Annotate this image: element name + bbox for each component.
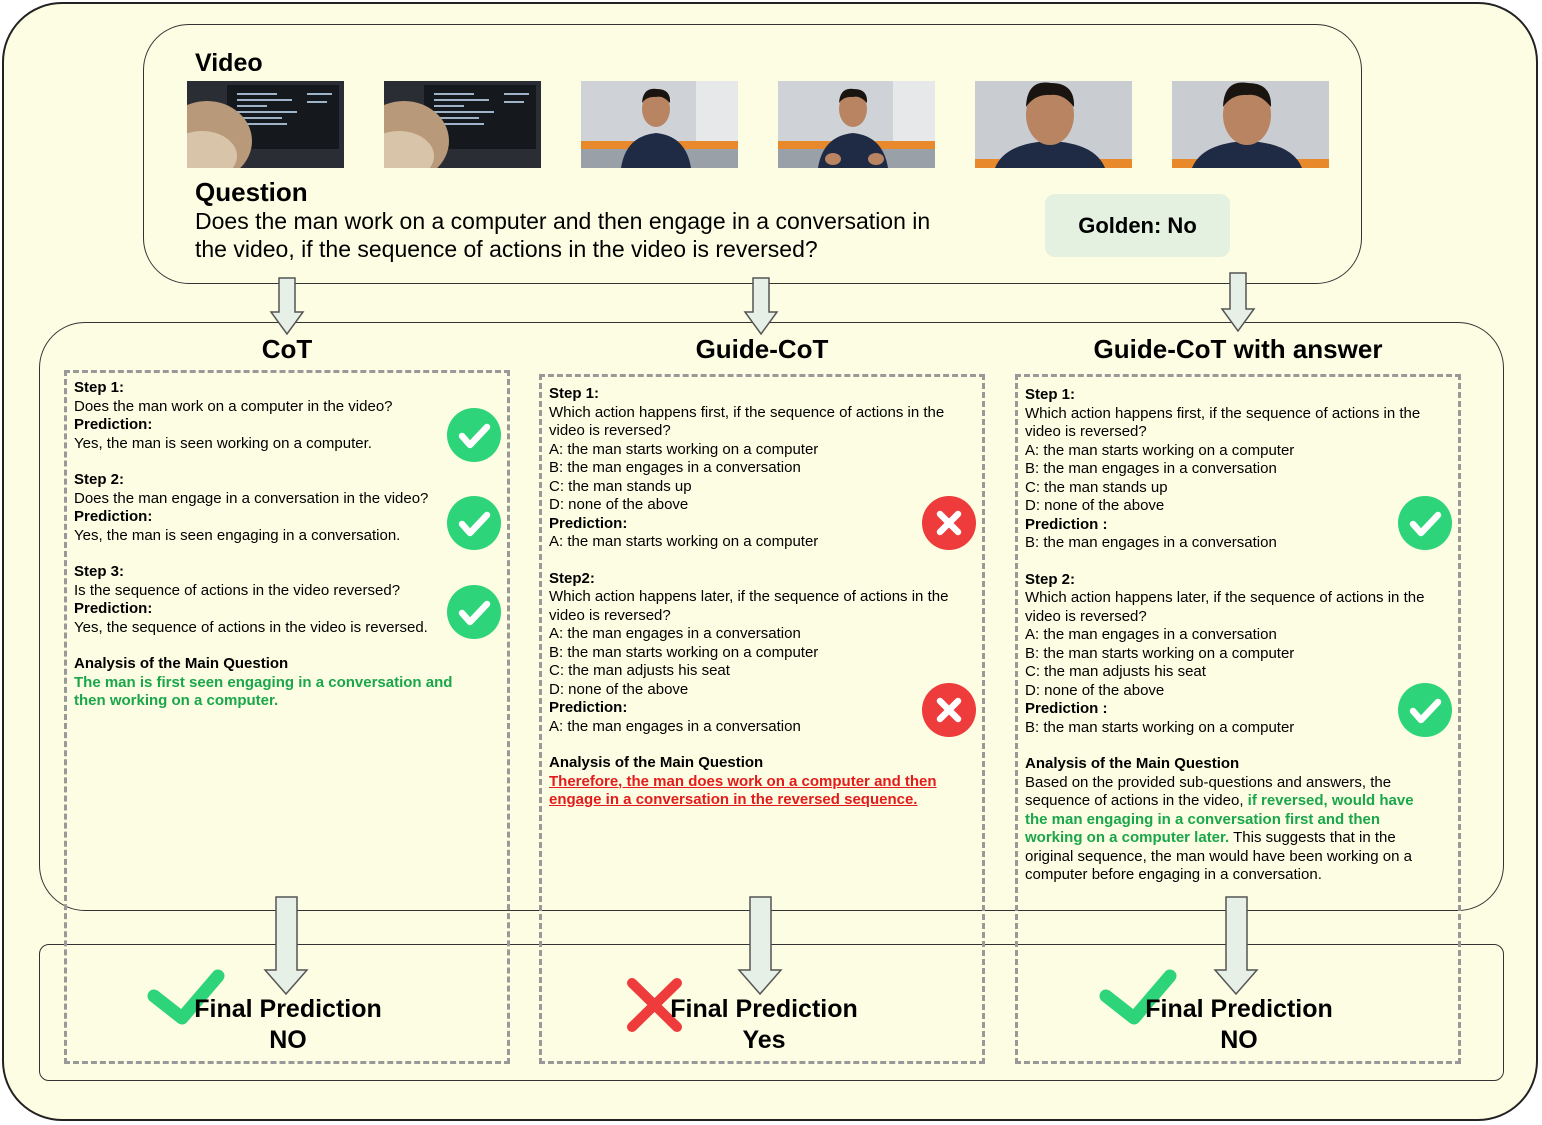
guide-cot-steps (549, 385, 974, 810)
step-line: Step 3: (74, 563, 125, 580)
guide-cot-answer-title: Guide-CoT with answer (1093, 334, 1383, 364)
step-line: Which action happens later, if the sequence of actions in the (549, 588, 949, 605)
step-line: engage in a conversation in the reversed sequence. (549, 791, 918, 808)
video-heading: Video (195, 49, 263, 77)
step-line: Which action happens first, if the sequence of actions in the (1025, 404, 1421, 422)
golden-answer-badge: Golden: No (1045, 194, 1230, 257)
step-line: Prediction: (549, 699, 628, 716)
step-line: C: the man stands up (1025, 478, 1168, 496)
step-line: Is the sequence of actions in the video reversed? (74, 581, 401, 599)
guide-cot-answer-steps (1025, 386, 1450, 885)
step-line: computer before engaging in a conversation. (1025, 866, 1322, 883)
step-line: C: the man adjusts his seat (549, 662, 730, 679)
step-line: Step 1: (74, 379, 125, 396)
down-arrow-icon (739, 897, 781, 994)
final-prediction-value: Yes (742, 1026, 786, 1054)
final-prediction-label: Final Prediction (670, 995, 858, 1023)
step-line: A: the man starts working on a computer (1025, 441, 1295, 459)
question-heading: Question (195, 177, 308, 207)
step-line: Step 2: (1025, 570, 1076, 588)
step-line: Does the man work on a computer in the video? (74, 397, 393, 415)
text-segment: sequence of actions in the video, (1025, 792, 1248, 809)
step-line: Step 1: (1025, 386, 1076, 403)
step-line: Therefore, the man does work on a computer and then (549, 772, 937, 790)
step-line: D: none of the above (549, 680, 689, 698)
final-prediction-value: NO (269, 1026, 307, 1054)
step-line: Analysis of the Main Question (74, 655, 289, 672)
step-line: D: none of the above (1025, 497, 1165, 514)
step-line: Step 1: (549, 385, 600, 402)
step-line: Analysis of the Main Question (1025, 755, 1240, 772)
step-line: A: the man starts working on a computer (549, 533, 819, 550)
step-line: Yes, the man is seen engaging in a conversation. (74, 526, 401, 544)
step-line: video is reversed? (1025, 607, 1147, 625)
step-line: D: none of the above (549, 496, 689, 513)
final-prediction-value: NO (1220, 1026, 1258, 1054)
step-line: Prediction: (549, 514, 628, 532)
step-line: then working on a computer. (74, 692, 279, 709)
step-line: B: the man starts working on a computer (1025, 644, 1295, 662)
step-line: Prediction : (1025, 515, 1108, 533)
question-text: Does the man work on a computer and then engage in a conversation in the video, if the sequence of actions in the video is reversed? (195, 208, 931, 262)
step-line: B: the man engages in a conversation (549, 459, 801, 476)
down-arrow-icon (745, 278, 777, 334)
step-line: original sequence, the man would have been working on a (1025, 847, 1412, 865)
step-line: B: the man starts working on a computer (549, 643, 819, 661)
cot-steps (74, 379, 494, 711)
spacer (74, 453, 494, 471)
step-line: Prediction: (74, 600, 153, 617)
step-line: C: the man adjusts his seat (1025, 663, 1206, 680)
step-line: the man engaging in a conversation first and then (1025, 810, 1381, 828)
step-line: A: the man engages in a conversation (549, 717, 801, 735)
step-line: Yes, the man is seen working on a computer. (74, 434, 372, 452)
spacer (549, 736, 974, 754)
down-arrow-icon (265, 897, 307, 994)
spacer (74, 637, 494, 655)
step-line: C: the man stands up (549, 477, 692, 495)
step-line (1025, 829, 1450, 848)
step-line: A: the man starts working on a computer (549, 440, 819, 458)
step-line: Step 2: (74, 471, 125, 488)
guide-cot-answer-final-prediction (1121, 994, 1357, 1056)
step-line (1025, 792, 1450, 811)
step-line: Which action happens later, if the sequence of actions in the (1025, 589, 1425, 606)
step-line: Based on the provided sub-questions and answers, the (1025, 773, 1392, 791)
down-arrow-icon (1222, 273, 1254, 331)
step-line: Prediction : (1025, 700, 1108, 717)
step-line: B: the man engages in a conversation (1025, 534, 1277, 551)
down-arrow-icon (271, 278, 303, 334)
down-arrow-icon (1215, 897, 1257, 994)
cot-final-prediction (170, 994, 406, 1056)
spacer (1025, 737, 1450, 755)
step-line: video is reversed? (549, 606, 671, 624)
step-line: Analysis of the Main Question (549, 754, 764, 771)
step-line: Step2: (549, 569, 595, 587)
final-prediction-label: Final Prediction (194, 995, 382, 1023)
cot-title: CoT (261, 334, 313, 364)
spacer (1025, 553, 1450, 571)
text-segment: if reversed, would have (1247, 792, 1414, 809)
text-segment: This suggests that in the (1229, 829, 1396, 846)
step-line: Prediction: (74, 508, 153, 525)
step-line: Yes, the sequence of actions in the video is reversed. (74, 618, 428, 636)
step-line: video is reversed? (1025, 423, 1147, 440)
spacer (74, 545, 494, 563)
step-line: B: the man starts working on a computer (1025, 718, 1295, 736)
text-segment: working on a computer later. (1025, 829, 1230, 846)
step-line: B: the man engages in a conversation (1025, 460, 1277, 477)
step-line: A: the man engages in a conversation (1025, 626, 1277, 643)
spacer (549, 552, 974, 570)
guide-cot-title: Guide-CoT (695, 334, 829, 364)
step-line: Which action happens first, if the sequence of actions in the (549, 403, 945, 421)
step-line: Does the man engage in a conversation in the video? (74, 489, 429, 507)
step-line: A: the man engages in a conversation (549, 625, 801, 642)
final-prediction-label: Final Prediction (1145, 995, 1333, 1023)
step-line: The man is first seen engaging in a conversation and (74, 673, 453, 691)
step-line: video is reversed? (549, 422, 671, 439)
step-line: D: none of the above (1025, 681, 1165, 699)
step-line: Prediction: (74, 416, 153, 433)
guide-cot-final-prediction (646, 994, 882, 1056)
